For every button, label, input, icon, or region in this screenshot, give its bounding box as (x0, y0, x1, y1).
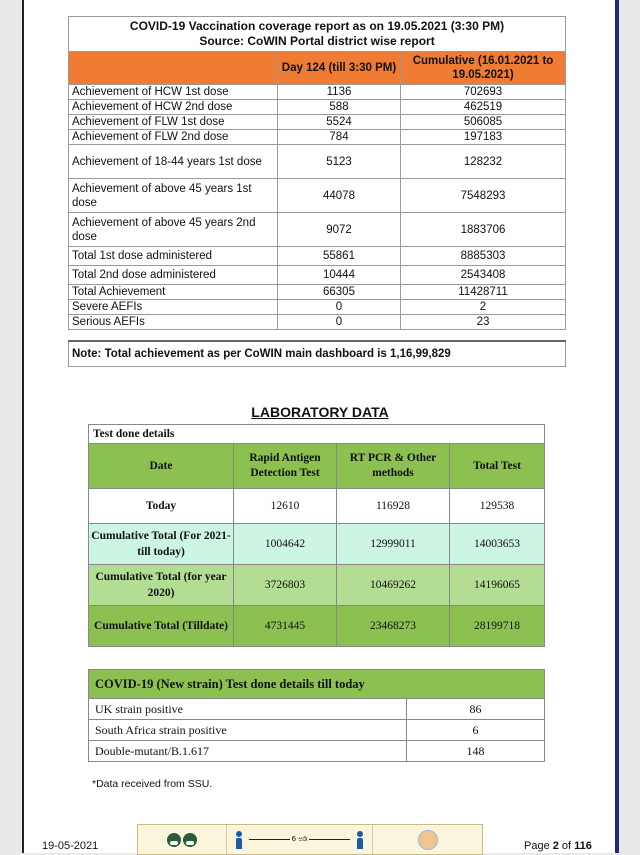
header-date: Date (89, 444, 234, 489)
table-row: Total 2nd dose administered 10444 2543408 (69, 266, 566, 285)
table-row: Double-mutant/B.1.617 148 (89, 741, 545, 762)
handwash-icon (418, 830, 438, 850)
page-edge-bar (615, 0, 619, 853)
footer-date: 19-05-2021 (42, 840, 99, 852)
table-row: Achievement of above 45 years 1st dose 44078 7548293 (69, 179, 566, 213)
table-row: Serious AEFIs 0 23 (69, 315, 566, 330)
distance-arrow-icon (309, 839, 350, 840)
strain-title: COVID-19 (New strain) Test done details till today (89, 670, 545, 699)
header-rat: Rapid Antigen Detection Test (234, 444, 337, 489)
table-row: Severe AEFIs 0 2 (69, 300, 566, 315)
vaccination-title: COVID-19 Vaccination coverage report as on 19.05.2021 (3:30 PM) Source: CoWIN Portal district wise report (69, 17, 566, 52)
table-row: Cumulative Total (For 2021- till today) 1004642 12999011 14003653 (89, 524, 545, 565)
table-row: Achievement of above 45 years 2nd dose 9072 1883706 (69, 213, 566, 247)
header-blank-cell (69, 52, 278, 85)
vaccination-table (68, 16, 566, 367)
table-row: Achievement of 18-44 years 1st dose 5123 128232 (69, 145, 566, 179)
table-row: Today 12610 116928 129538 (89, 489, 545, 524)
covid-awareness-banner (137, 824, 483, 855)
vaccination-note: Note: Total achievement as per CoWIN main dashboard is 1,16,99,829 (69, 341, 566, 367)
laboratory-table (88, 424, 545, 647)
header-day: Day 124 (till 3:30 PM) (278, 52, 401, 85)
table-row: Achievement of FLW 1st dose 5524 506085 (69, 115, 566, 130)
laboratory-title: LABORATORY DATA (251, 404, 389, 420)
table-row: South Africa strain positive 6 (89, 720, 545, 741)
distance-label: 6 ಅಡಿ (291, 835, 308, 843)
table-row: Cumulative Total (for year 2020) 3726803 10469262 14196065 (89, 565, 545, 606)
distance-arrow-icon (249, 839, 290, 840)
handwash-segment (373, 825, 482, 854)
header-cumulative: Cumulative (16.01.2021 to 19.05.2021) (401, 52, 566, 85)
header-total: Total Test (450, 444, 545, 489)
strain-table (88, 669, 545, 762)
table-row: Achievement of HCW 2nd dose 588 462519 (69, 100, 566, 115)
table-row: Achievement of FLW 2nd dose 784 197183 (69, 130, 566, 145)
table-row: Achievement of HCW 1st dose 1136 702693 (69, 85, 566, 100)
table-row: Total Achievement 66305 11428711 (69, 285, 566, 300)
table-row: Cumulative Total (Tilldate) 4731445 23468273 28199718 (89, 606, 545, 647)
masked-face-icon (183, 833, 197, 847)
ssu-note: *Data received from SSU. (92, 778, 213, 790)
mask-segment (138, 825, 227, 854)
header-rtpcr: RT PCR & Other methods (337, 444, 450, 489)
distance-segment (227, 825, 373, 854)
masked-face-icon (167, 833, 181, 847)
laboratory-caption: Test done details (89, 425, 545, 444)
person-icon (235, 831, 243, 849)
footer-page-number: Page 2 of 116 (524, 840, 592, 852)
table-row: Total 1st dose administered 55861 8885303 (69, 247, 566, 266)
table-row: UK strain positive 86 (89, 699, 545, 720)
person-icon (356, 831, 364, 849)
